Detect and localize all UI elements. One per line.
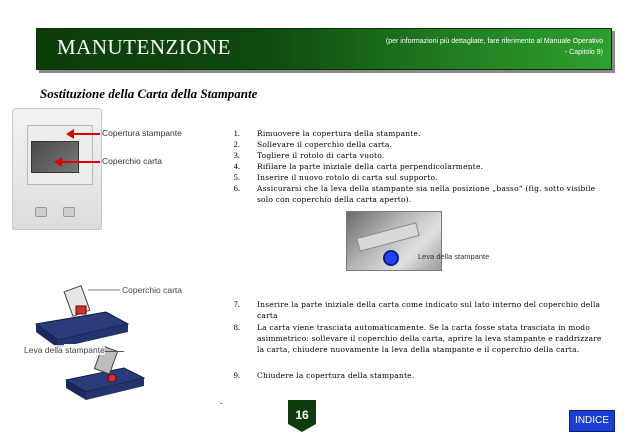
step-number: 3. bbox=[233, 150, 240, 160]
step-number: 4. bbox=[233, 161, 240, 171]
label-diagram-printer-lever: Leva della stampante bbox=[24, 345, 105, 355]
printer-photo bbox=[12, 108, 102, 230]
callout-line-paper-lid bbox=[60, 161, 100, 163]
step-number: 5. bbox=[233, 172, 240, 182]
header-banner bbox=[36, 28, 612, 70]
label-printer-cover: Copertura stampante bbox=[102, 128, 182, 138]
step-number: 7. bbox=[233, 299, 240, 309]
label-printer-lever-photo: Leva della stampante bbox=[418, 252, 490, 261]
step-text: Sollevare il coperchio della carta. bbox=[257, 140, 393, 149]
step-number: 9. bbox=[233, 370, 240, 380]
callout-arrow-cover bbox=[66, 129, 74, 139]
callout-arrow-paper-lid bbox=[54, 157, 62, 167]
label-diagram-paper-lid: Coperchio carta bbox=[122, 285, 183, 295]
label-paper-lid: Coperchio carta bbox=[102, 156, 163, 166]
step-number: 8. bbox=[233, 322, 240, 332]
step-text: Assicurarsi che la leva della stampante sia nella posizione „basso“ (fig. sotto visibile solo con coperchio della carta aperto). bbox=[257, 184, 596, 204]
step-text: La carta viene trasciata automaticamente. Se la carta fosse stata trasciata in modo asimmetrico: sollevare il coperchio della carta, aprire la leva stampante e raddrizzare la carta, chiudere nuovamente la leva della stampante e il coperchio della carta. bbox=[257, 323, 602, 354]
page-number: 16 bbox=[295, 408, 309, 422]
step-text: Inserire la parte iniziale della carta come indicato sul lato interno del coperchio della carta bbox=[257, 300, 601, 320]
callout-line-cover bbox=[72, 133, 100, 135]
blue-gear-shape bbox=[383, 250, 399, 266]
section-title: Sostituzione della Carta della Stampante bbox=[40, 86, 258, 101]
step-text: Rifilare la parte iniziale della carta perpendicolarmente. bbox=[257, 162, 484, 171]
printer-button-left bbox=[35, 207, 47, 217]
printer-lever-photo bbox=[346, 211, 442, 271]
printer-button-right bbox=[63, 207, 75, 217]
page-title: MANUTENZIONE bbox=[57, 35, 231, 59]
step-number: 6. bbox=[233, 183, 240, 193]
page-number-badge bbox=[284, 400, 320, 432]
lever-arm-shape bbox=[356, 222, 420, 252]
paper-insert-diagram bbox=[32, 278, 132, 350]
index-button[interactable]: INDICE bbox=[569, 410, 615, 432]
stray-dot: . bbox=[220, 396, 223, 406]
step-text: Togliere il rotolo di carta vuoto. bbox=[257, 151, 385, 160]
step-text: Inserire il nuovo rotolo di carta sul supporto. bbox=[257, 173, 438, 182]
step-text: Chiudere la copertura della stampante. bbox=[257, 371, 415, 380]
step-number: 1. bbox=[233, 128, 240, 138]
header-note: (per informazioni più dettagliate, fare riferimento al Manuale Operativo - Capitolo 9) bbox=[385, 38, 603, 56]
step-text: Rimuovere la copertura della stampante. bbox=[257, 129, 421, 138]
step-number: 2. bbox=[233, 139, 240, 149]
